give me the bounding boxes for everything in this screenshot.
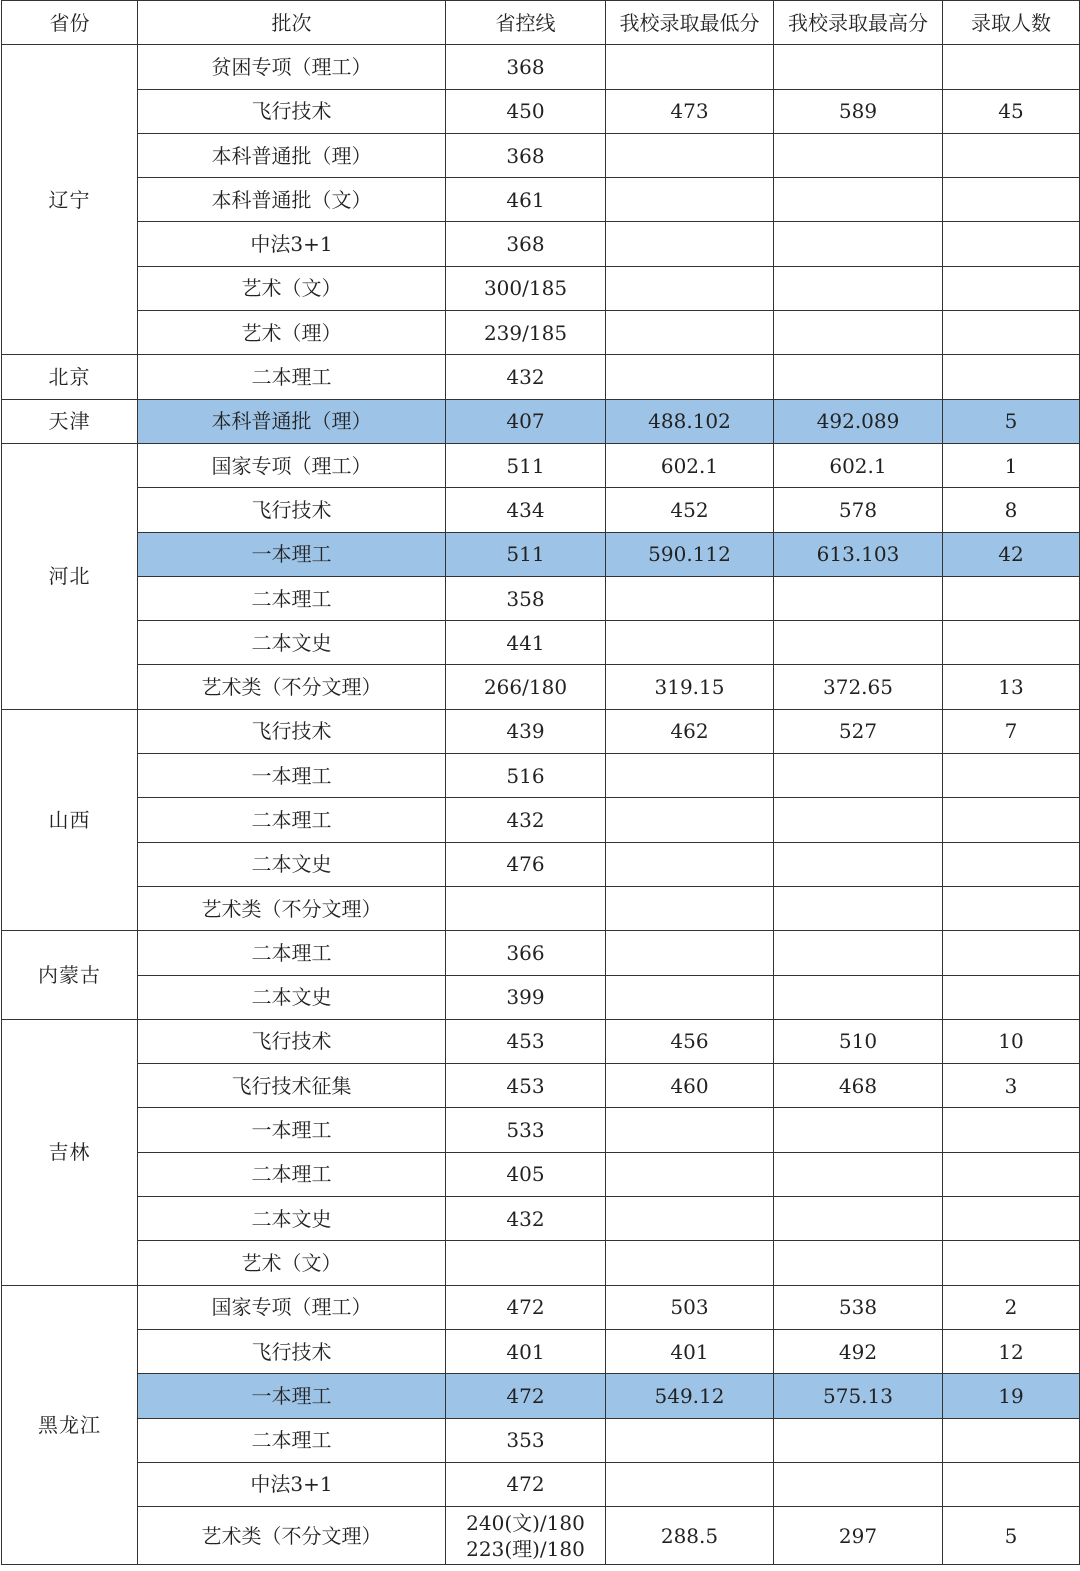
control-line-cell: 368 xyxy=(446,133,606,177)
max-score-cell xyxy=(774,311,943,355)
table-row xyxy=(2,178,1080,222)
table-row xyxy=(2,1108,1080,1152)
min-score-cell: 503 xyxy=(606,1285,774,1329)
batch-cell: 二本文史 xyxy=(138,621,446,665)
max-score-cell: 510 xyxy=(774,1019,943,1063)
control-line-cell: 472 xyxy=(446,1285,606,1329)
control-line-cell xyxy=(446,1507,606,1565)
min-score-cell xyxy=(606,931,774,975)
min-score-cell xyxy=(606,45,774,89)
min-score-cell xyxy=(606,1152,774,1196)
batch-cell: 飞行技术 xyxy=(138,89,446,133)
control-line-cell: 453 xyxy=(446,1064,606,1108)
control-line-cell xyxy=(446,1241,606,1285)
batch-cell: 二本理工 xyxy=(138,576,446,620)
min-score-cell xyxy=(606,798,774,842)
table-row xyxy=(2,1241,1080,1285)
min-score-cell: 288.5 xyxy=(606,1507,774,1565)
admit-count-cell xyxy=(943,621,1080,665)
table-row xyxy=(2,443,1080,487)
batch-cell: 艺术（理） xyxy=(138,311,446,355)
admit-count-cell: 3 xyxy=(943,1064,1080,1108)
min-score-cell: 590.112 xyxy=(606,532,774,576)
table-row xyxy=(2,1152,1080,1196)
admit-count-cell: 12 xyxy=(943,1329,1080,1373)
max-score-cell: 492 xyxy=(774,1329,943,1373)
min-score-cell xyxy=(606,1462,774,1506)
admit-count-cell xyxy=(943,842,1080,886)
province-cell: 吉林 xyxy=(2,1019,138,1285)
control-line-text: 240(文)/180 xyxy=(466,1510,585,1535)
admit-count-cell xyxy=(943,266,1080,310)
min-score-cell: 460 xyxy=(606,1064,774,1108)
control-line-cell: 401 xyxy=(446,1329,606,1373)
admit-count-cell: 7 xyxy=(943,709,1080,753)
max-score-cell: 468 xyxy=(774,1064,943,1108)
table-row xyxy=(2,621,1080,665)
table-row xyxy=(2,532,1080,576)
batch-cell: 飞行技术 xyxy=(138,488,446,532)
max-score-cell xyxy=(774,754,943,798)
max-score-cell xyxy=(774,621,943,665)
min-score-cell: 473 xyxy=(606,89,774,133)
admit-count-cell: 13 xyxy=(943,665,1080,709)
batch-cell: 一本理工 xyxy=(138,1374,446,1418)
admit-count-cell xyxy=(943,886,1080,930)
province-cell: 天津 xyxy=(2,399,138,443)
max-score-cell: 538 xyxy=(774,1285,943,1329)
max-score-cell xyxy=(774,1197,943,1241)
batch-cell: 二本文史 xyxy=(138,975,446,1019)
table-row xyxy=(2,1418,1080,1462)
table-body xyxy=(2,45,1080,1565)
batch-cell: 艺术类（不分文理） xyxy=(138,1507,446,1565)
max-score-cell xyxy=(774,576,943,620)
table-header-row xyxy=(2,1,1080,45)
admit-count-cell: 5 xyxy=(943,1507,1080,1565)
admit-count-cell xyxy=(943,311,1080,355)
control-line-cell: 450 xyxy=(446,89,606,133)
admit-count-cell xyxy=(943,1108,1080,1152)
control-line-cell: 533 xyxy=(446,1108,606,1152)
table-row xyxy=(2,1064,1080,1108)
batch-cell: 二本理工 xyxy=(138,931,446,975)
min-score-cell: 462 xyxy=(606,709,774,753)
min-score-cell xyxy=(606,178,774,222)
min-score-cell xyxy=(606,1241,774,1285)
batch-cell: 一本理工 xyxy=(138,1108,446,1152)
batch-cell: 国家专项（理工） xyxy=(138,1285,446,1329)
header-province: 省份 xyxy=(2,1,138,45)
control-line-cell: 434 xyxy=(446,488,606,532)
max-score-cell xyxy=(774,178,943,222)
table-row xyxy=(2,1019,1080,1063)
control-line-cell: 399 xyxy=(446,975,606,1019)
control-line-cell: 441 xyxy=(446,621,606,665)
min-score-cell: 452 xyxy=(606,488,774,532)
batch-cell: 二本文史 xyxy=(138,1197,446,1241)
min-score-cell xyxy=(606,975,774,1019)
admit-count-cell xyxy=(943,1152,1080,1196)
table-row xyxy=(2,1285,1080,1329)
batch-cell: 二本文史 xyxy=(138,842,446,886)
table-row xyxy=(2,798,1080,842)
table-row xyxy=(2,886,1080,930)
batch-cell: 贫困专项（理工） xyxy=(138,45,446,89)
batch-cell: 飞行技术 xyxy=(138,1329,446,1373)
table-row xyxy=(2,1374,1080,1418)
admit-count-cell: 8 xyxy=(943,488,1080,532)
table-row xyxy=(2,975,1080,1019)
control-line-cell: 472 xyxy=(446,1374,606,1418)
control-line-cell: 432 xyxy=(446,1197,606,1241)
admit-count-cell: 45 xyxy=(943,89,1080,133)
batch-cell: 二本理工 xyxy=(138,798,446,842)
control-line-cell: 358 xyxy=(446,576,606,620)
header-control-line: 省控线 xyxy=(446,1,606,45)
admit-count-cell xyxy=(943,355,1080,399)
admit-count-cell xyxy=(943,798,1080,842)
batch-cell: 中法3+1 xyxy=(138,222,446,266)
batch-cell: 本科普通批（文） xyxy=(138,178,446,222)
batch-cell: 一本理工 xyxy=(138,532,446,576)
min-score-cell xyxy=(606,886,774,930)
province-cell: 内蒙古 xyxy=(2,931,138,1020)
min-score-cell: 319.15 xyxy=(606,665,774,709)
max-score-cell: 613.103 xyxy=(774,532,943,576)
control-line-cell: 439 xyxy=(446,709,606,753)
table-row xyxy=(2,1462,1080,1506)
table-row xyxy=(2,754,1080,798)
table-row xyxy=(2,266,1080,310)
batch-cell: 二本理工 xyxy=(138,1152,446,1196)
batch-cell: 艺术类（不分文理） xyxy=(138,886,446,930)
max-score-cell: 492.089 xyxy=(774,399,943,443)
max-score-cell: 575.13 xyxy=(774,1374,943,1418)
control-line-cell: 366 xyxy=(446,931,606,975)
table-row xyxy=(2,311,1080,355)
max-score-cell: 527 xyxy=(774,709,943,753)
admit-count-cell xyxy=(943,133,1080,177)
admit-count-cell xyxy=(943,1462,1080,1506)
admit-count-cell xyxy=(943,975,1080,1019)
control-line-cell: 266/180 xyxy=(446,665,606,709)
table-row xyxy=(2,89,1080,133)
max-score-cell xyxy=(774,1418,943,1462)
max-score-cell xyxy=(774,1108,943,1152)
batch-cell: 本科普通批（理） xyxy=(138,133,446,177)
max-score-cell xyxy=(774,886,943,930)
admission-scores-table xyxy=(1,0,1080,1565)
table-row xyxy=(2,488,1080,532)
batch-cell: 艺术（文） xyxy=(138,1241,446,1285)
min-score-cell: 401 xyxy=(606,1329,774,1373)
admit-count-cell: 42 xyxy=(943,532,1080,576)
control-line-cell: 353 xyxy=(446,1418,606,1462)
max-score-cell xyxy=(774,1462,943,1506)
min-score-cell: 602.1 xyxy=(606,443,774,487)
admit-count-cell: 19 xyxy=(943,1374,1080,1418)
province-cell: 北京 xyxy=(2,355,138,399)
admit-count-cell: 1 xyxy=(943,443,1080,487)
control-line-cell: 368 xyxy=(446,222,606,266)
admit-count-cell xyxy=(943,178,1080,222)
table-row xyxy=(2,665,1080,709)
header-admit-count: 录取人数 xyxy=(943,1,1080,45)
header-batch: 批次 xyxy=(138,1,446,45)
max-score-cell xyxy=(774,1241,943,1285)
max-score-cell: 297 xyxy=(774,1507,943,1565)
control-line-cell: 405 xyxy=(446,1152,606,1196)
min-score-cell xyxy=(606,842,774,886)
table-row xyxy=(2,1329,1080,1373)
admit-count-cell xyxy=(943,45,1080,89)
batch-cell: 本科普通批（理） xyxy=(138,399,446,443)
admit-count-cell xyxy=(943,222,1080,266)
batch-cell: 一本理工 xyxy=(138,754,446,798)
max-score-cell: 578 xyxy=(774,488,943,532)
min-score-cell xyxy=(606,311,774,355)
province-cell: 辽宁 xyxy=(2,45,138,355)
control-line-cell: 239/185 xyxy=(446,311,606,355)
max-score-cell xyxy=(774,133,943,177)
admit-count-cell xyxy=(943,754,1080,798)
batch-cell: 二本理工 xyxy=(138,1418,446,1462)
control-line-cell: 476 xyxy=(446,842,606,886)
province-cell: 山西 xyxy=(2,709,138,930)
control-line-cell: 407 xyxy=(446,399,606,443)
province-cell: 黑龙江 xyxy=(2,1285,138,1564)
control-line-cell: 368 xyxy=(446,45,606,89)
admit-count-cell xyxy=(943,931,1080,975)
batch-cell: 中法3+1 xyxy=(138,1462,446,1506)
control-line-cell: 432 xyxy=(446,798,606,842)
max-score-cell: 589 xyxy=(774,89,943,133)
table-row xyxy=(2,842,1080,886)
control-line-cell xyxy=(446,886,606,930)
min-score-cell xyxy=(606,1197,774,1241)
min-score-cell xyxy=(606,133,774,177)
min-score-cell xyxy=(606,621,774,665)
max-score-cell xyxy=(774,266,943,310)
max-score-cell xyxy=(774,842,943,886)
min-score-cell: 456 xyxy=(606,1019,774,1063)
batch-cell: 飞行技术 xyxy=(138,1019,446,1063)
province-cell: 河北 xyxy=(2,443,138,709)
control-line-cell: 432 xyxy=(446,355,606,399)
table-row xyxy=(2,222,1080,266)
min-score-cell xyxy=(606,754,774,798)
batch-cell: 飞行技术征集 xyxy=(138,1064,446,1108)
control-line-cell: 300/185 xyxy=(446,266,606,310)
min-score-cell xyxy=(606,355,774,399)
table-row xyxy=(2,399,1080,443)
min-score-cell: 488.102 xyxy=(606,399,774,443)
batch-cell: 艺术类（不分文理） xyxy=(138,665,446,709)
batch-cell: 艺术（文） xyxy=(138,266,446,310)
min-score-cell xyxy=(606,222,774,266)
admit-count-cell: 5 xyxy=(943,399,1080,443)
control-line-cell: 461 xyxy=(446,178,606,222)
min-score-cell: 549.12 xyxy=(606,1374,774,1418)
table-row xyxy=(2,1197,1080,1241)
min-score-cell xyxy=(606,576,774,620)
control-line-cell: 453 xyxy=(446,1019,606,1063)
admit-count-cell xyxy=(943,1418,1080,1462)
table-row xyxy=(2,355,1080,399)
table-row xyxy=(2,709,1080,753)
table-row xyxy=(2,45,1080,89)
batch-cell: 国家专项（理工） xyxy=(138,443,446,487)
batch-cell: 飞行技术 xyxy=(138,709,446,753)
admit-count-cell xyxy=(943,1241,1080,1285)
admit-count-cell: 2 xyxy=(943,1285,1080,1329)
min-score-cell xyxy=(606,266,774,310)
control-line-cell: 472 xyxy=(446,1462,606,1506)
max-score-cell xyxy=(774,355,943,399)
batch-cell: 二本理工 xyxy=(138,355,446,399)
max-score-cell xyxy=(774,222,943,266)
control-line-cell: 511 xyxy=(446,532,606,576)
table-row xyxy=(2,576,1080,620)
min-score-cell xyxy=(606,1418,774,1462)
max-score-cell xyxy=(774,1152,943,1196)
max-score-cell xyxy=(774,798,943,842)
max-score-cell xyxy=(774,931,943,975)
table-row xyxy=(2,133,1080,177)
header-max-score: 我校录取最高分 xyxy=(774,1,943,45)
table-row xyxy=(2,1507,1080,1565)
max-score-cell: 372.65 xyxy=(774,665,943,709)
control-line-text-2: 223(理)/180 xyxy=(466,1536,585,1561)
control-line-cell: 516 xyxy=(446,754,606,798)
header-min-score: 我校录取最低分 xyxy=(606,1,774,45)
admit-count-cell: 10 xyxy=(943,1019,1080,1063)
admit-count-cell xyxy=(943,1197,1080,1241)
max-score-cell xyxy=(774,45,943,89)
control-line-cell: 511 xyxy=(446,443,606,487)
min-score-cell xyxy=(606,1108,774,1152)
max-score-cell xyxy=(774,975,943,1019)
admit-count-cell xyxy=(943,576,1080,620)
max-score-cell: 602.1 xyxy=(774,443,943,487)
table-row xyxy=(2,931,1080,975)
